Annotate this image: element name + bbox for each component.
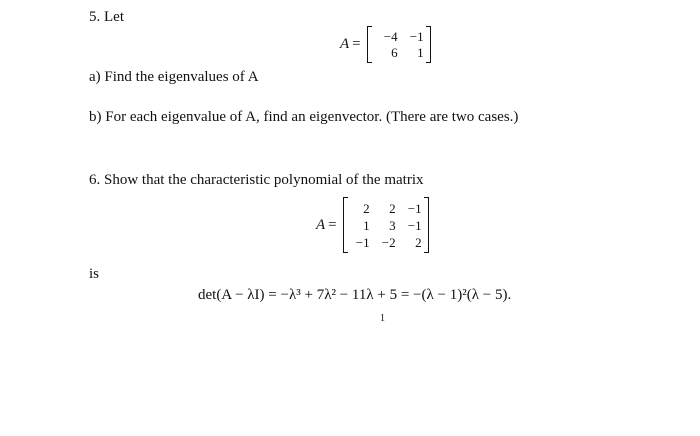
matrix-name: A: [316, 216, 326, 233]
page-number: 1: [380, 313, 385, 324]
matrix-entry: 6: [391, 44, 398, 60]
matrix-entries: [372, 29, 426, 61]
problem-5-part-a: a) Find the eigenvalues of A: [89, 69, 259, 85]
matrix-label: [316, 217, 337, 234]
matrix-entry: −1: [407, 200, 422, 216]
right-bracket: [426, 26, 431, 63]
right-bracket: [424, 197, 429, 253]
matrix-entry: −1: [409, 28, 424, 44]
problem-5-heading: 5. Let: [89, 9, 124, 25]
matrix-entry: 2: [389, 200, 396, 216]
problem-5-matrix: [340, 26, 431, 63]
matrix-name: A: [340, 36, 350, 52]
equals-sign: =: [352, 36, 361, 52]
problem-6-matrix: [316, 197, 429, 253]
matrix-entry: −2: [381, 234, 396, 250]
matrix-entry: 1: [363, 217, 370, 233]
matrix-entry: 2: [415, 234, 422, 250]
problem-5-part-b: b) For each eigenvalue of A, find an eigenvector. (There are two cases.): [89, 109, 519, 125]
equals-sign: =: [328, 216, 337, 233]
matrix-entry: 1: [417, 44, 424, 60]
left-bracket: [367, 26, 372, 63]
matrix-entries: [348, 200, 424, 251]
characteristic-polynomial-formula: det(A − λI) = −λ³ + 7λ² − 11λ + 5 = −(λ − 1)²(λ − 5).: [198, 287, 512, 303]
left-bracket: [343, 197, 348, 253]
matrix-entry: −4: [383, 28, 398, 44]
matrix-entry: −1: [355, 234, 370, 250]
problem-6-heading: 6. Show that the characteristic polynomial of the matrix: [89, 172, 424, 188]
matrix-entry: 2: [363, 200, 370, 216]
matrix-label: [340, 36, 361, 53]
matrix-entry: 3: [389, 217, 396, 233]
matrix-entry: −1: [407, 217, 422, 233]
is-label: is: [89, 266, 100, 282]
